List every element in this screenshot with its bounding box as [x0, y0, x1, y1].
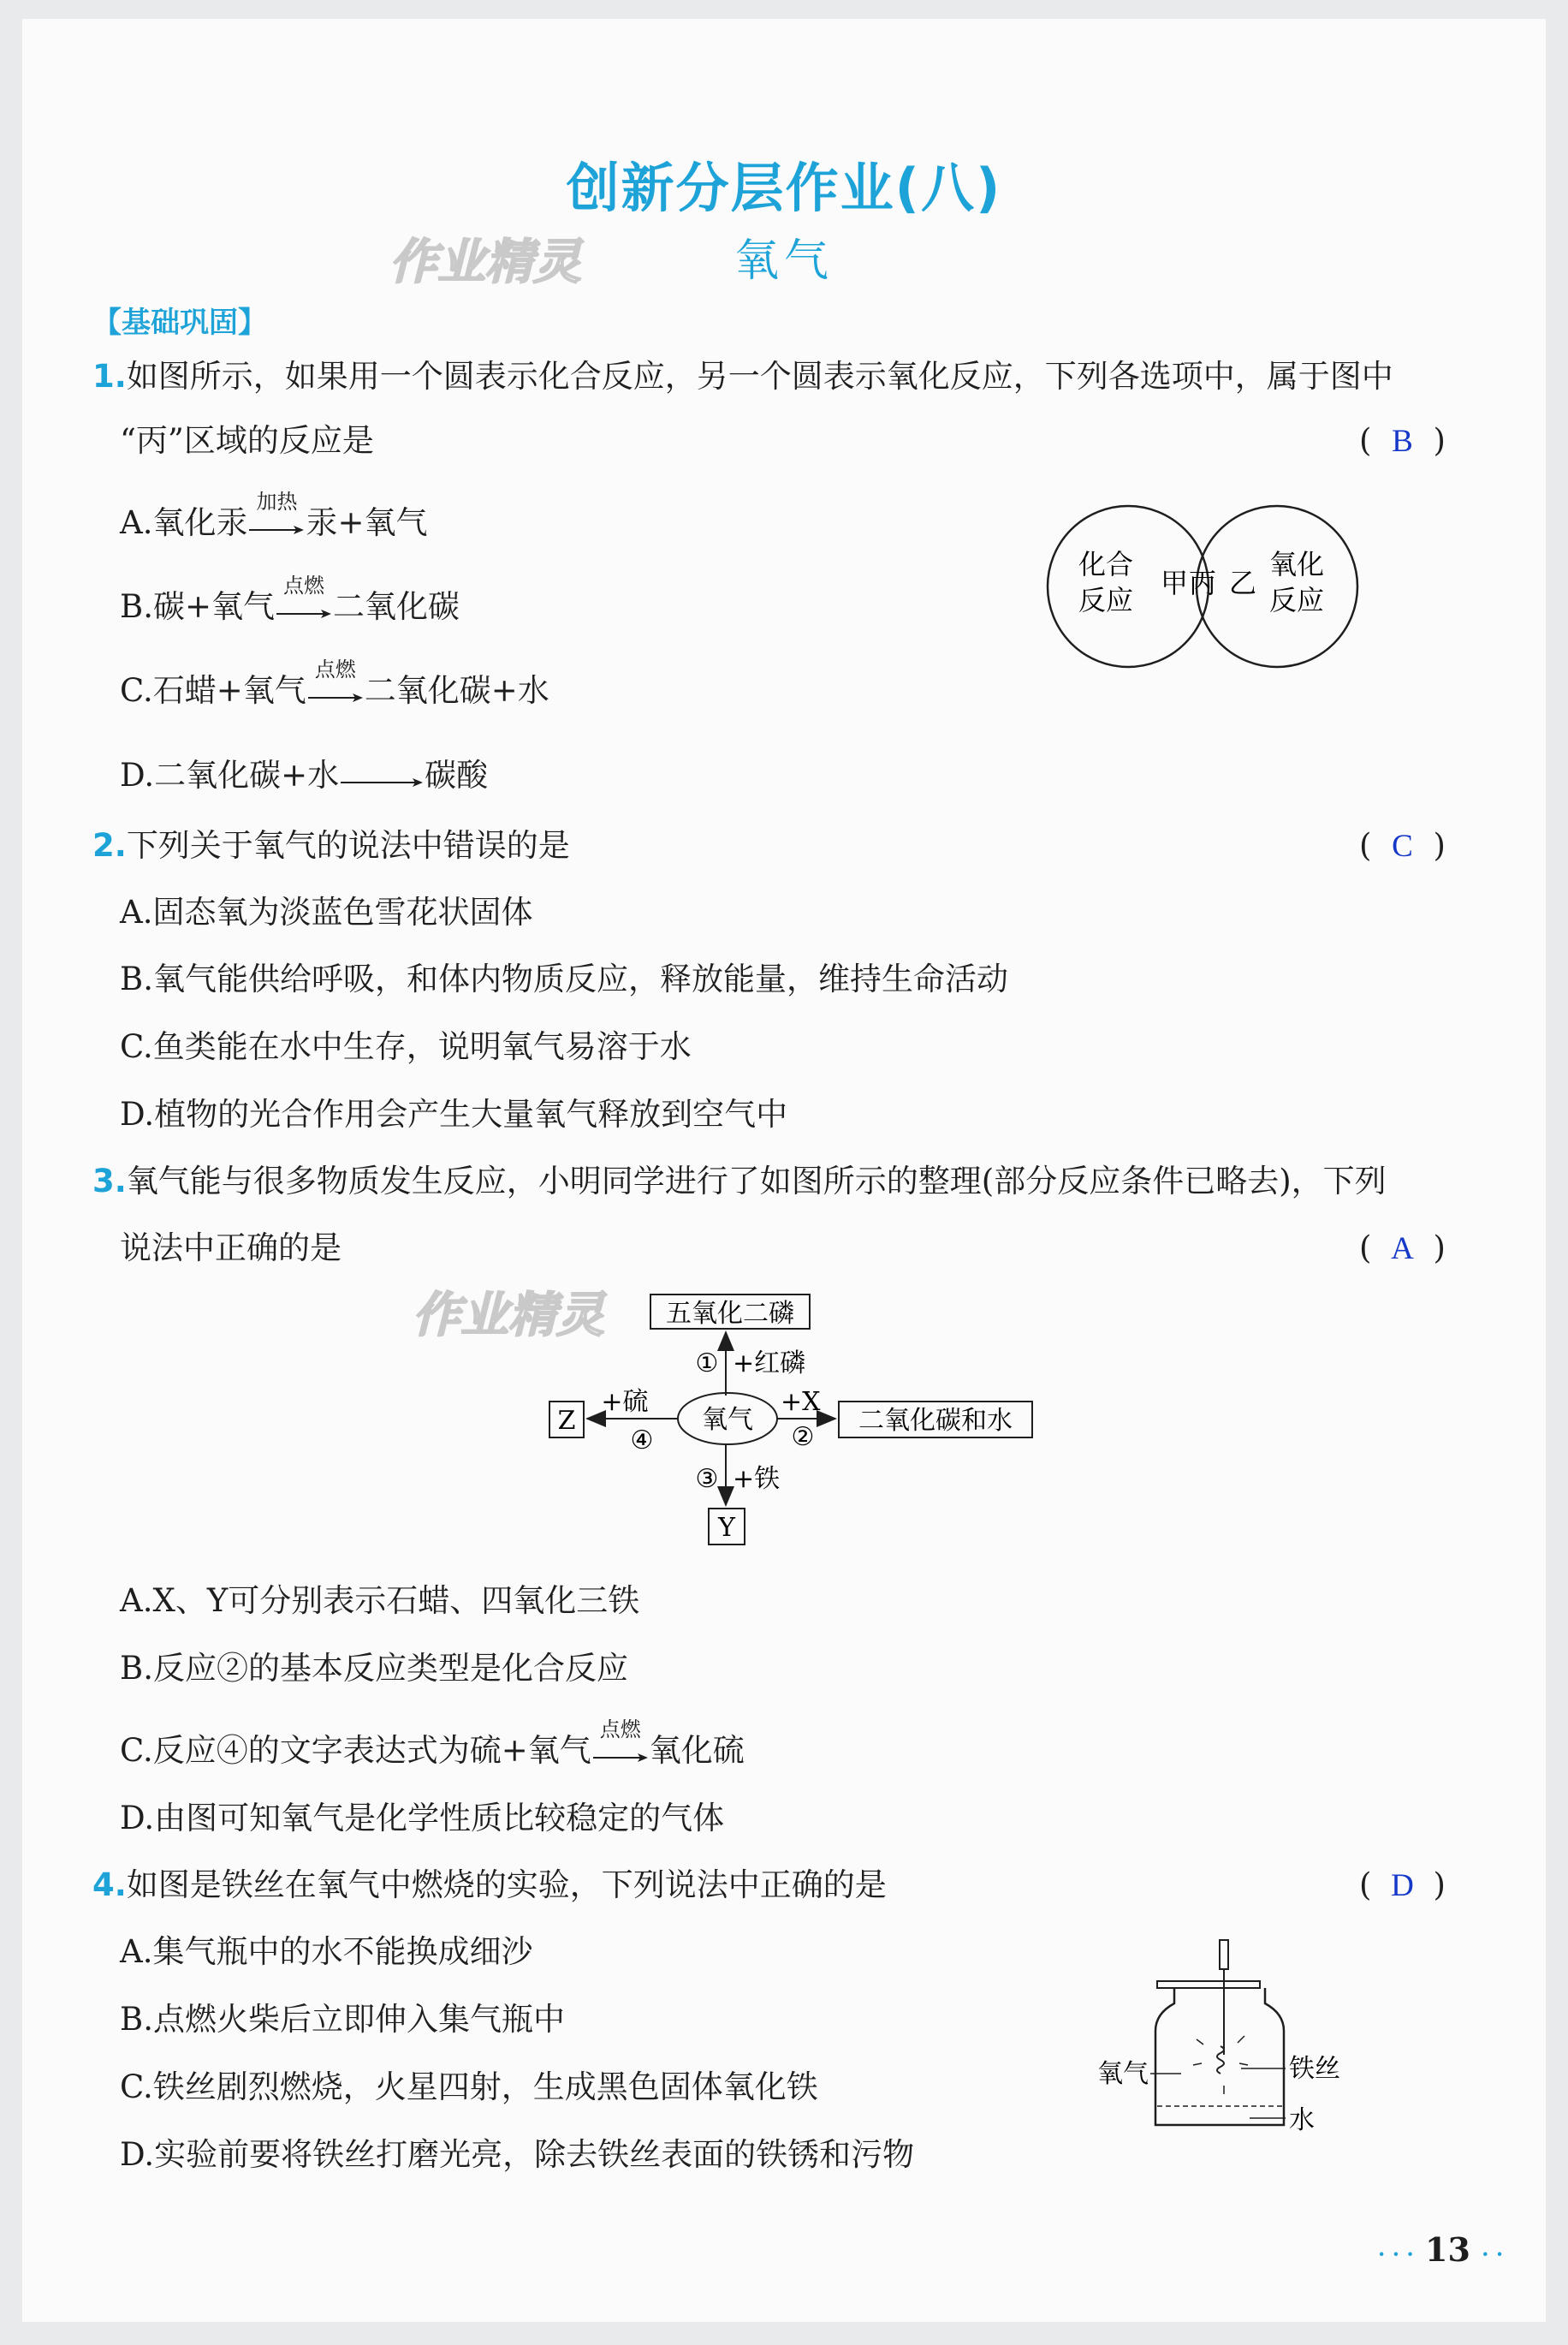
- option-a: A.X、Y可分别表示石蜡、四氧化三铁: [120, 1582, 640, 1619]
- region-bing: 丙: [1188, 567, 1217, 599]
- page-number-block: [1378, 2230, 1503, 2269]
- page-dots-right: · ·: [1482, 2241, 1504, 2266]
- reaction-arrow: 加热: [249, 507, 304, 545]
- left-box-label: Z: [557, 1406, 576, 1436]
- question-2-stem: [92, 827, 570, 865]
- option-d: D.实验前要将铁丝打磨光亮，除去铁丝表面的铁锈和污物: [120, 2136, 915, 2173]
- right-box-label: 二氧化碳和水: [858, 1406, 1013, 1436]
- question-text: 氧气能与很多物质发生反应，小明同学进行了如图所示的整理(部分反应条件已略去)，下列: [126, 1163, 1387, 1199]
- answer-bracket: ( D ): [1359, 1866, 1446, 1903]
- answer-bracket: ( A ): [1359, 1229, 1446, 1266]
- option-b: B.反应②的基本反应类型是化合反应: [120, 1650, 628, 1687]
- reaction-arrow: 点燃: [593, 1735, 648, 1772]
- option-c: C.反应④的文字表达式为硫+氧气 点燃 氧化硫: [120, 1732, 745, 1772]
- question-number: 1.: [92, 358, 127, 395]
- option-b: B.点燃火柴后立即伸入集气瓶中: [120, 2001, 565, 2038]
- page-subtitle: 氧气: [734, 235, 834, 287]
- gas-jar: [1155, 1988, 1284, 2125]
- region-jia: 甲: [1160, 567, 1189, 599]
- option-a: A.固态氧为淡蓝色雪花状固体: [120, 894, 533, 931]
- answer-letter: C: [1392, 829, 1413, 864]
- question-4-stem: [92, 1866, 887, 1904]
- glass-cover: [1157, 1981, 1260, 1988]
- bottom-box-label: Y: [718, 1513, 735, 1543]
- option-d: D.植物的光合作用会产生大量氧气释放到空气中: [120, 1096, 788, 1133]
- answer-bracket: ( B ): [1359, 422, 1446, 459]
- option-c: C.鱼类能在水中生存，说明氧气易溶于水: [120, 1028, 692, 1065]
- question-1-stem-line2: “丙”区域的反应是: [120, 422, 374, 459]
- question-3-stem: [92, 1163, 1387, 1200]
- page-title: 创新分层作业(八): [566, 157, 1002, 219]
- section-heading: 【基础巩固】: [92, 306, 267, 340]
- top-box-label: 五氧化二磷: [666, 1299, 794, 1329]
- question-text: 如图是铁丝在氧气中燃烧的实验，下列说法中正确的是: [126, 1866, 887, 1903]
- left-circle-label-2: 反应: [1078, 584, 1134, 616]
- iron-wire-apparatus: [1096, 1935, 1369, 2149]
- option-d: D.由图可知氧气是化学性质比较稳定的气体: [120, 1800, 725, 1836]
- reaction-3-number: ③: [695, 1464, 719, 1494]
- question-text: 下列关于氧气的说法中错误的是: [126, 827, 570, 864]
- right-circle-label-1: 氧化: [1268, 548, 1325, 580]
- reaction-arrow: 点燃: [276, 591, 331, 628]
- question-text: 如图所示，如果用一个圆表示化合反应，另一个圆表示氧化反应，下列各选项中，属于图中: [126, 358, 1393, 395]
- answer-bracket: ( C ): [1359, 827, 1446, 864]
- label-water: 水: [1289, 2105, 1315, 2135]
- reaction-arrow: [341, 759, 423, 797]
- answer-letter: A: [1391, 1231, 1414, 1266]
- reaction-3-reagent: +铁: [733, 1464, 781, 1494]
- page-dots-left: · · ·: [1378, 2241, 1414, 2266]
- question-number: 2.: [92, 827, 127, 864]
- page-number: 13: [1425, 2230, 1470, 2269]
- match-icon: [1220, 1940, 1228, 1969]
- reaction-arrow: 点燃: [308, 675, 363, 712]
- sparks-icon: [1193, 2036, 1248, 2094]
- answer-letter: B: [1392, 424, 1413, 459]
- question-number: 3.: [92, 1163, 127, 1199]
- reaction-2-reagent: +X: [781, 1387, 821, 1417]
- venn-diagram: [1044, 501, 1361, 672]
- label-oxygen: 氧气: [1097, 2059, 1149, 2089]
- option-a: A.集气瓶中的水不能换成细沙: [120, 1933, 533, 1970]
- option-b: B.碳+氧气 点燃 二氧化碳: [120, 588, 460, 628]
- option-c: C.铁丝剧烈燃烧，火星四射，生成黑色固体氧化铁: [120, 2068, 818, 2105]
- oxygen-reaction-diagram: [539, 1286, 1044, 1560]
- region-yi: 乙: [1228, 567, 1257, 599]
- reaction-4-number: ④: [630, 1425, 654, 1455]
- watermark: 作业精灵: [389, 235, 581, 290]
- option-c: C.石蜡+氧气 点燃 二氧化碳+水: [120, 672, 549, 712]
- reaction-1-reagent: +红磷: [733, 1348, 806, 1378]
- reaction-4-reagent: +硫: [601, 1387, 649, 1417]
- option-d: D.二氧化碳+水 碳酸: [120, 757, 488, 797]
- center-label: 氧气: [702, 1405, 753, 1435]
- question-3-stem-line2: 说法中正确的是: [120, 1229, 342, 1266]
- question-number: 4.: [92, 1866, 127, 1903]
- option-a: A.氧化汞 加热 汞+氧气: [120, 504, 428, 545]
- left-circle-label-1: 化合: [1078, 548, 1134, 580]
- watermark: 作业精灵: [413, 1288, 604, 1343]
- right-circle-label-2: 反应: [1268, 584, 1325, 616]
- reaction-2-number: ②: [791, 1422, 815, 1452]
- label-iron-wire: 铁丝: [1289, 2054, 1340, 2084]
- reaction-1-number: ①: [695, 1348, 719, 1378]
- answer-letter: D: [1391, 1868, 1414, 1903]
- question-1-stem: [92, 358, 1393, 396]
- option-b: B.氧气能供给呼吸，和体内物质反应，释放能量，维持生命活动: [120, 961, 1008, 997]
- iron-wire-coil: [1217, 2046, 1224, 2074]
